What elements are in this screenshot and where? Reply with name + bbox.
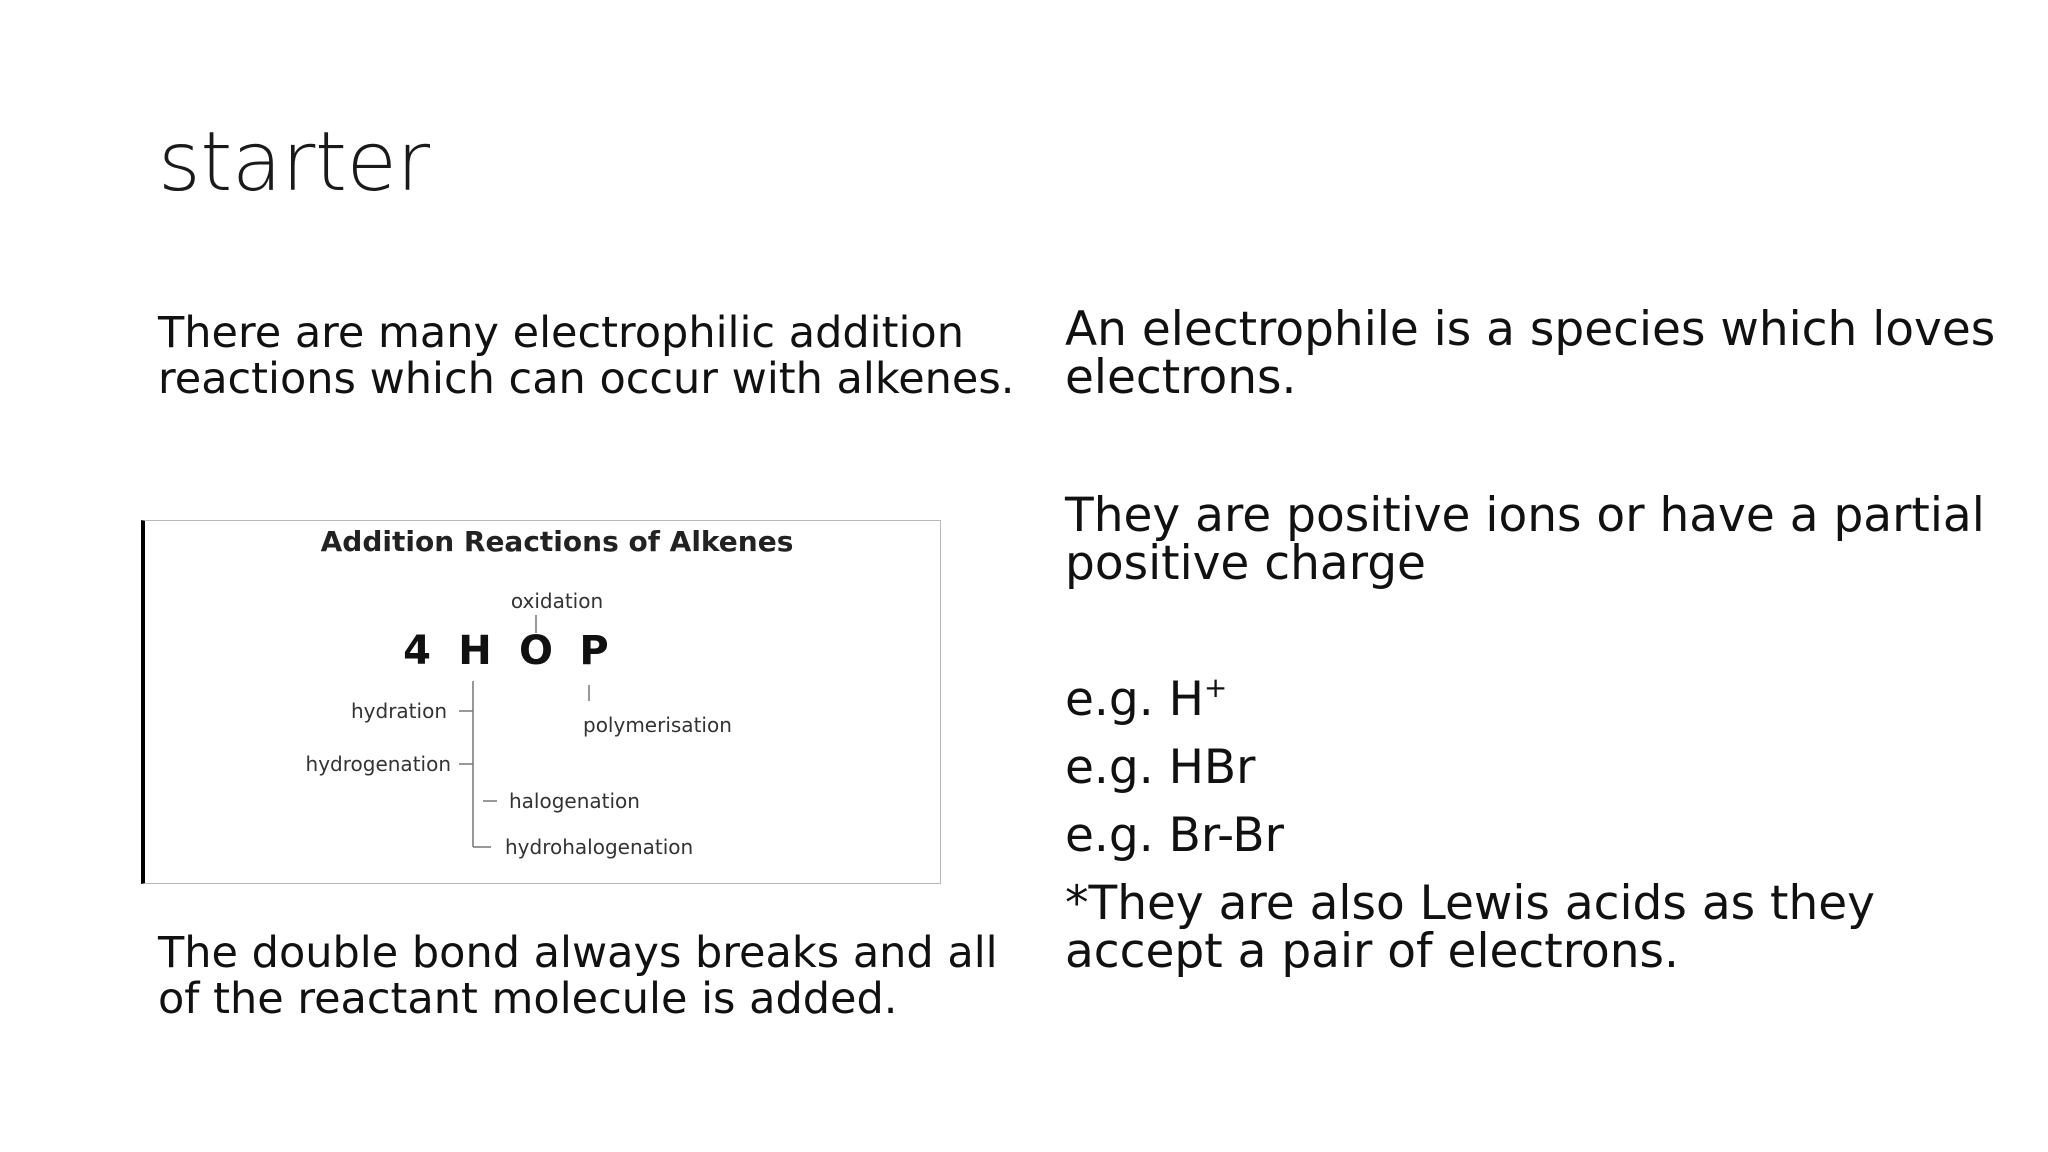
label-polymerisation: polymerisation: [583, 713, 732, 737]
example-h-plus: [1065, 671, 1228, 727]
example-br-br: e.g. Br-Br: [1065, 808, 1284, 863]
label-hydration: hydration: [351, 699, 447, 723]
addition-reactions-diagram: [141, 520, 941, 884]
label-hydrohalogenation: hydrohalogenation: [505, 835, 694, 859]
electrophile-charge: They are positive ions or have a partial positive charge: [1065, 488, 1985, 591]
label-halogenation: halogenation: [509, 789, 640, 813]
mnemonic-o: O: [518, 628, 554, 674]
diagram-canvas: [145, 521, 941, 883]
mnemonic-h: H: [458, 628, 492, 674]
label-hydrogenation: hydrogenation: [305, 752, 451, 776]
example-h-plus-sup: +: [1203, 671, 1228, 704]
example-hbr: e.g. HBr: [1065, 740, 1256, 795]
slide-title: starter: [158, 115, 430, 210]
label-oxidation: oxidation: [510, 589, 604, 613]
conclusion-paragraph: The double bond always breaks and all of the reactant molecule is added.: [158, 928, 998, 1025]
diagram-title: Addition Reactions of Alkenes: [320, 525, 794, 558]
example-h-plus-text: e.g. H: [1065, 672, 1204, 727]
mnemonic-p: P: [579, 628, 609, 674]
lewis-acid-note: *They are also Lewis acids as they accept a pair of electrons.: [1065, 876, 1875, 979]
mnemonic-number: 4: [403, 628, 431, 674]
electrophile-definition: An electrophile is a species which loves electrons.: [1065, 302, 1996, 405]
intro-paragraph: There are many electrophilic addition reactions which can occur with alkenes.: [158, 308, 1015, 405]
